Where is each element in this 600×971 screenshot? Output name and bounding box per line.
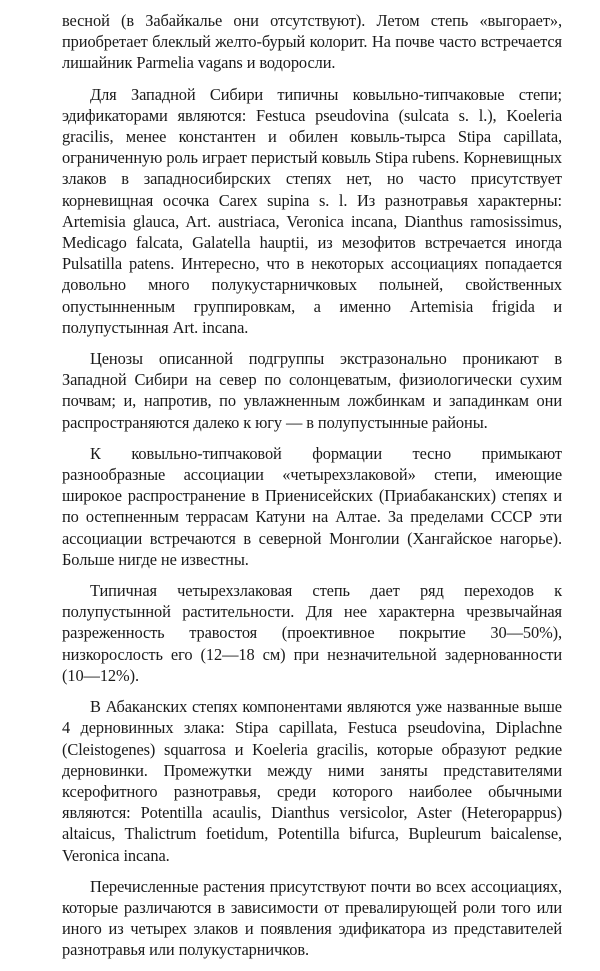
paragraph-west-siberia-steppes: Для Западной Сибири типичны ковыльно-типчаковые степи; эдификаторами являются: Festuca pseudovina (sulcata s. l.), Koeleria gracilis, менее константен и обилен ковыль-тырса Stipa capillata, ограниченную роль играет перистый ковыль Stipa rubens. Корневищных злаков в западносибирских степях нет, но часто присутствует корневищная осочка Carex supina s. l. Из разнотравья характерны: Artemisia glauca, Art. austriaca, Veronica incana, Dianthus ramosissimus, Medicago falcata, Galatella hauptii, из мезофитов встречается иногда Pulsatilla patens. Интересно, что в некоторых ассоциациях попадается довольно много полукустарничковых полыней, свойственных опустынненным группировкам, а именно Artemisia frigida и полупустынная Art. incana. xyxy=(62,84,562,337)
paragraph-four-grass-steppe: К ковыльно-типчаковой формации тесно примыкают разнообразные ассоциации «четырехзлаковой» степи, имеющие широкое распространение в Приенисейских (Приабаканских) степях и по остепненным террасам Катуни на Алтае. За пределами СССР эти ассоциации встречаются в северной Монголии (Хангайское нагорье). Больше нигде не известны. xyxy=(62,443,562,569)
document-page xyxy=(62,10,562,971)
paragraph-abakan-steppes: В Абаканских степях компонентами являются уже названные выше 4 дерновинных злака: Stipa capillata, Festuca pseudovina, Diplachne (Cleistogenes) squarrosa и Koeleria gracilis, которые образуют редкие дерновинки. Промежутки между ними заняты представителями ксерофитного разнотравья, среди которого наиболее обычными являются: Potentilla acaulis, Dianthus versicolor, Aster (Heteropappus) altaicus, Thalictrum foetidum, Potentilla bifurca, Bupleurum baicalense, Veronica incana. xyxy=(62,697,562,865)
paragraph-cenoses: Ценозы описанной подгруппы экстразонально проникают в Западной Сибири на север по солонцеватым, физиологически сухим почвам; и, напротив, по увлажненным ложбинкам и западинкам они распространяются далеко к югу — в полупустынные районы. xyxy=(62,349,562,432)
paragraph-listed-plants: Перечисленные растения присутствуют почти во всех ассоциациях, которые различаются в зависимости от превалирующей роли того или иного из четырех злаков и появления эдификатора из представителей разнотравья или полукустарничков. xyxy=(62,876,562,960)
paragraph-typical-four-grass: Типичная четырехзлаковая степь дает ряд переходов к полупустынной растительности. Для нее характерна чрезвычайная разреженность травостоя (проективное покрытие 30—50%), низкорослость его (12—18 см) при незначительной задернованности (10—12%). xyxy=(62,581,562,685)
paragraph-continuation: весной (в Забайкалье они отсутствуют). Летом степь «выгорает», приобретает блеклый желто-бурый колорит. На почве часто встречается лишайник Parmelia vagans и водоросли. xyxy=(62,11,562,73)
